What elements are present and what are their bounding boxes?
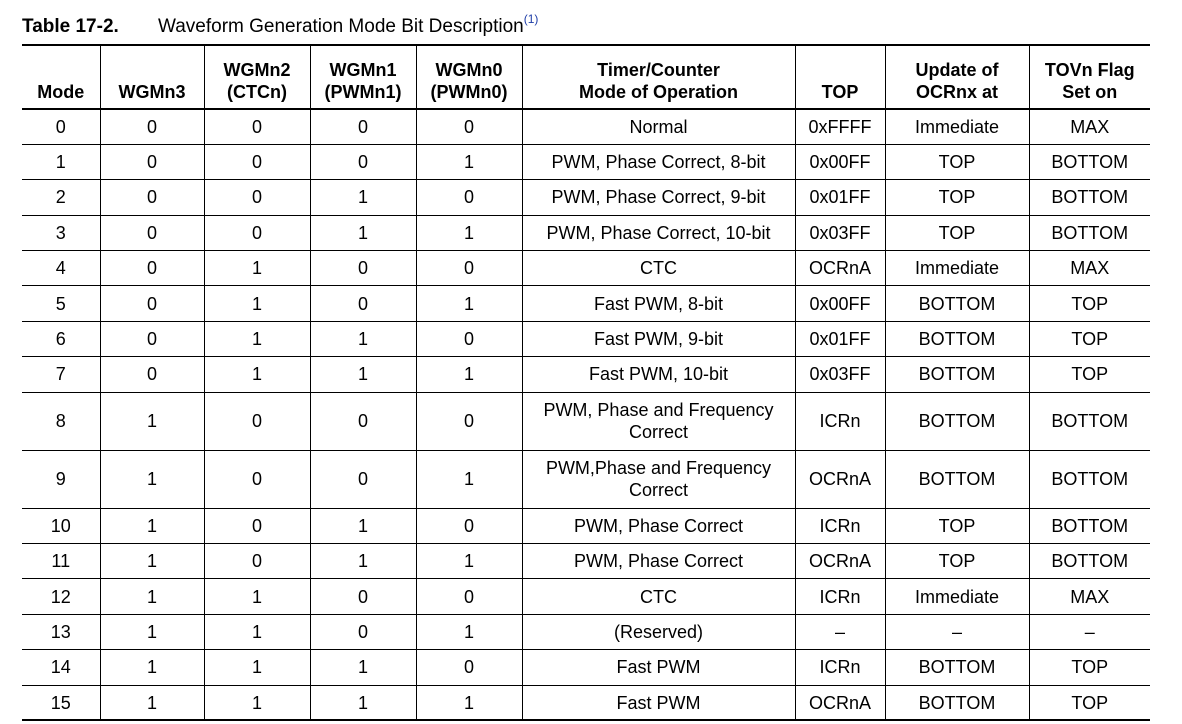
table-cell: Immediate [885, 251, 1029, 286]
table-cell: 1 [100, 685, 204, 720]
table-cell: 1 [204, 321, 310, 356]
table-cell: Normal [522, 109, 795, 144]
table-cell: BOTTOM [885, 321, 1029, 356]
table-cell: 0x00FF [795, 286, 885, 321]
table-cell: 1 [204, 685, 310, 720]
table-cell: BOTTOM [1029, 144, 1150, 179]
table-cell: Fast PWM, 9-bit [522, 321, 795, 356]
table-cell: BOTTOM [885, 286, 1029, 321]
table-cell: OCRnA [795, 251, 885, 286]
table-cell: ICRn [795, 579, 885, 614]
table-cell: 1 [100, 650, 204, 685]
table-cell: PWM, Phase and Frequency Correct [522, 392, 795, 450]
header-cell: WGMn1 (PWMn1) [310, 45, 416, 109]
header-cell: WGMn2 (CTCn) [204, 45, 310, 109]
table-cell: TOP [1029, 321, 1150, 356]
table-cell: MAX [1029, 251, 1150, 286]
table-cell: 0 [204, 392, 310, 450]
table-row [22, 286, 1150, 321]
table-cell: 0 [416, 508, 522, 543]
table-row [22, 685, 1150, 720]
table-cell: Immediate [885, 579, 1029, 614]
table-cell: ICRn [795, 392, 885, 450]
table-cell: TOP [1029, 357, 1150, 392]
table-cell: 0 [204, 180, 310, 215]
table-cell: PWM,Phase and Frequency Correct [522, 450, 795, 508]
table-cell: 1 [416, 286, 522, 321]
table-cell: – [795, 614, 885, 649]
table-cell: 1 [100, 450, 204, 508]
table-row [22, 450, 1150, 508]
table-cell: 0x01FF [795, 180, 885, 215]
table-row [22, 180, 1150, 215]
table-cell: 1 [22, 144, 100, 179]
header-cell: WGMn0 (PWMn0) [416, 45, 522, 109]
table-row [22, 650, 1150, 685]
table-cell: 1 [310, 508, 416, 543]
table-cell: TOP [885, 215, 1029, 250]
table-cell: 1 [310, 180, 416, 215]
table-cell: 0 [100, 180, 204, 215]
table-cell: PWM, Phase Correct, 10-bit [522, 215, 795, 250]
header-cell: WGMn3 [100, 45, 204, 109]
table-cell: OCRnA [795, 544, 885, 579]
table-cell: – [1029, 614, 1150, 649]
table-cell: 1 [310, 321, 416, 356]
table-cell: 1 [100, 579, 204, 614]
table-cell: 0 [310, 109, 416, 144]
table-row [22, 109, 1150, 144]
table-cell: MAX [1029, 579, 1150, 614]
table-cell: 11 [22, 544, 100, 579]
table-cell: TOP [885, 544, 1029, 579]
table-cell: 0 [416, 321, 522, 356]
table-cell: 1 [416, 215, 522, 250]
table-cell: BOTTOM [1029, 508, 1150, 543]
table-cell: 0 [204, 109, 310, 144]
table-cell: 0x03FF [795, 215, 885, 250]
table-row [22, 357, 1150, 392]
table-cell: 1 [100, 508, 204, 543]
table-cell: 1 [204, 650, 310, 685]
table-cell: 4 [22, 251, 100, 286]
table-cell: BOTTOM [1029, 544, 1150, 579]
table-cell: 0 [204, 544, 310, 579]
table-cell: TOP [885, 508, 1029, 543]
footnote-link[interactable]: (1) [523, 12, 539, 26]
table-cell: 0 [100, 215, 204, 250]
table-cell: 1 [310, 685, 416, 720]
header-cell: Mode [37, 82, 85, 102]
table-cell: 1 [416, 544, 522, 579]
table-cell: 9 [22, 450, 100, 508]
table-row [22, 544, 1150, 579]
table-cell: 1 [416, 685, 522, 720]
table-cell: CTC [522, 251, 795, 286]
table-cell: ICRn [795, 508, 885, 543]
table-cell: 0 [204, 215, 310, 250]
table-cell: 0 [416, 251, 522, 286]
table-cell: TOP [885, 180, 1029, 215]
table-cell: OCRnA [795, 685, 885, 720]
table-cell: 0 [100, 251, 204, 286]
table-cell: 1 [416, 357, 522, 392]
table-cell: 0 [100, 286, 204, 321]
table-cell: BOTTOM [885, 650, 1029, 685]
header-cell: TOP [795, 45, 885, 109]
table-cell: 0 [310, 251, 416, 286]
table-cell: PWM, Phase Correct, 9-bit [522, 180, 795, 215]
header-cell: Timer/Counter Mode of Operation [522, 45, 795, 109]
table-cell: 0 [100, 109, 204, 144]
table-cell: 0 [55, 116, 66, 137]
table-cell: MAX [1029, 109, 1150, 144]
table-row [22, 614, 1150, 649]
header-cell: TOVn Flag Set on [1029, 45, 1150, 109]
table-cell: CTC [522, 579, 795, 614]
table-cell: 1 [100, 392, 204, 450]
table-cell: Fast PWM [522, 650, 795, 685]
table-cell: 1 [204, 614, 310, 649]
table-cell: 0 [100, 144, 204, 179]
table-cell: 0 [100, 357, 204, 392]
table-row [22, 251, 1150, 286]
table-cell: Fast PWM, 10-bit [522, 357, 795, 392]
table-row [22, 579, 1150, 614]
table-cell: BOTTOM [885, 450, 1029, 508]
table-cell: 0 [416, 579, 522, 614]
table-cell: BOTTOM [885, 392, 1029, 450]
table-cell: ICRn [795, 650, 885, 685]
table-cell: 0 [416, 109, 522, 144]
table-cell: 1 [416, 614, 522, 649]
table-cell: 0 [310, 392, 416, 450]
table-cell: TOP [1029, 650, 1150, 685]
table-cell: TOP [1029, 286, 1150, 321]
table-cell: Fast PWM [522, 685, 795, 720]
table-cell: 1 [100, 614, 204, 649]
table-cell: 0 [310, 614, 416, 649]
table-cell: 0 [310, 286, 416, 321]
table-cell: 0 [204, 450, 310, 508]
table-cell: TOP [1029, 685, 1150, 720]
table-cell: PWM, Phase Correct [522, 508, 795, 543]
table-cell: 0 [310, 579, 416, 614]
table-cell: 1 [204, 357, 310, 392]
table-caption [22, 12, 538, 38]
table-cell: 0 [310, 450, 416, 508]
table-cell: OCRnA [795, 450, 885, 508]
table-row [22, 144, 1150, 179]
table-cell: BOTTOM [1029, 180, 1150, 215]
table-cell: BOTTOM [885, 357, 1029, 392]
table-cell: 0 [416, 392, 522, 450]
table-cell: 0 [416, 180, 522, 215]
table-cell: BOTTOM [1029, 215, 1150, 250]
table-cell: 0 [310, 144, 416, 179]
table-cell: 1 [310, 650, 416, 685]
table-cell: 3 [22, 215, 100, 250]
table-title: Waveform Generation Mode Bit Description [158, 16, 524, 37]
table-cell: 1 [204, 579, 310, 614]
table-cell: 2 [22, 180, 100, 215]
table-cell: BOTTOM [1029, 392, 1150, 450]
header-cell: Update of OCRnx at [885, 45, 1029, 109]
waveform-mode-table [22, 44, 1150, 721]
table-cell: 0 [100, 321, 204, 356]
table-cell: Immediate [885, 109, 1029, 144]
table-cell: – [885, 614, 1029, 649]
table-cell: 0 [204, 508, 310, 543]
table-cell: TOP [885, 144, 1029, 179]
table-cell: 1 [416, 144, 522, 179]
table-cell: BOTTOM [885, 685, 1029, 720]
table-cell: 0x03FF [795, 357, 885, 392]
table-cell: (Reserved) [522, 614, 795, 649]
table-cell: Fast PWM, 8-bit [522, 286, 795, 321]
table-row [22, 321, 1150, 356]
table-cell: 6 [22, 321, 100, 356]
table-row [22, 215, 1150, 250]
table-number: Table 17-2. [22, 16, 119, 37]
table-row [22, 392, 1150, 450]
table-cell: 7 [22, 357, 100, 392]
table-cell: 0x00FF [795, 144, 885, 179]
table-cell: 13 [22, 614, 100, 649]
table-cell: 1 [416, 450, 522, 508]
table-cell: 14 [22, 650, 100, 685]
table-cell: 1 [310, 215, 416, 250]
table-cell: 1 [204, 251, 310, 286]
table-cell: 1 [310, 357, 416, 392]
table-cell: PWM, Phase Correct [522, 544, 795, 579]
table-cell: 1 [204, 286, 310, 321]
table-cell: BOTTOM [1029, 450, 1150, 508]
table-cell: PWM, Phase Correct, 8-bit [522, 144, 795, 179]
header-row [22, 45, 1150, 109]
table-cell: 0xFFFF [795, 109, 885, 144]
table-cell: 5 [22, 286, 100, 321]
table-cell: 10 [22, 508, 100, 543]
table-cell: 1 [100, 544, 204, 579]
table-cell: 0x01FF [795, 321, 885, 356]
table-cell: 0 [416, 650, 522, 685]
table-cell: 0 [204, 144, 310, 179]
table-cell: 8 [22, 392, 100, 450]
table-row [22, 508, 1150, 543]
table-cell: 12 [22, 579, 100, 614]
table-cell: 1 [310, 544, 416, 579]
table-cell: 15 [22, 685, 100, 720]
